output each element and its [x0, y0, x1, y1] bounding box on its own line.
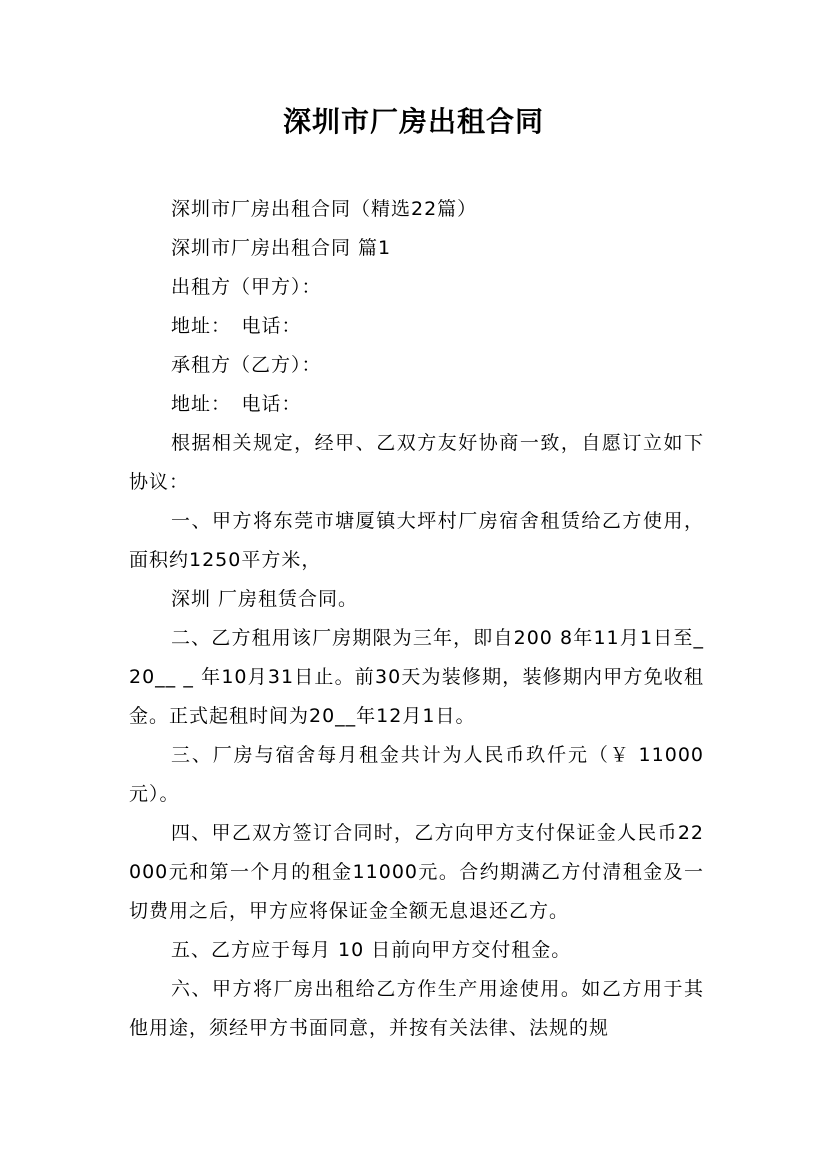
paragraph-clause-5: 五、乙方应于每月 10 日前向甲方交付租金。 — [171, 939, 572, 961]
paragraph-lessee: 承租方（乙方）： — [171, 354, 322, 376]
paragraph-note: 深圳 厂房租赁合同。 — [171, 588, 359, 610]
document-body — [129, 190, 704, 1048]
paragraph-clause-6: 六、甲方将厂房出租给乙方作生产用途使用。如乙方用于其他用途，须经甲方书面同意，并按有关法律、法规的规 — [129, 978, 704, 1039]
paragraph-clause-4: 四、甲乙双方签订合同时，乙方向甲方支付保证金人民币22000元和第一个月的租金11000元。合约期满乙方付清租金及一切费用之后，甲方应将保证金全额无息退还乙方。 — [129, 822, 704, 922]
paragraph-section-heading: 深圳市厂房出租合同 篇1 — [171, 237, 392, 259]
document-title: 深圳市厂房出租合同 — [282, 105, 544, 138]
paragraph-lessor: 出租方（甲方）： — [171, 276, 322, 298]
paragraph-lessor-address: 地址： 电话： — [171, 315, 302, 337]
paragraph-clause-1: 一、甲方将东莞市塘厦镇大坪村厂房宿舍租赁给乙方使用，面积约1250平方米， — [129, 510, 704, 571]
paragraph-preamble: 根据相关规定，经甲、乙双方友好协商一致，自愿订立如下协议： — [129, 432, 704, 493]
paragraph-lessee-address: 地址： 电话： — [171, 393, 302, 415]
paragraph-clause-2: 二、乙方租用该厂房期限为三年，即自200 8年11月1日至_20__ _ 年10月31日止。前30天为装修期，装修期内甲方免收租金。正式起租时间为20__年12月1日。 — [129, 627, 704, 727]
paragraph-subtitle: 深圳市厂房出租合同（精选22篇） — [171, 198, 478, 220]
paragraph-clause-3: 三、厂房与宿舍每月租金共计为人民币玖仟元（￥ 11000元）。 — [129, 744, 704, 805]
